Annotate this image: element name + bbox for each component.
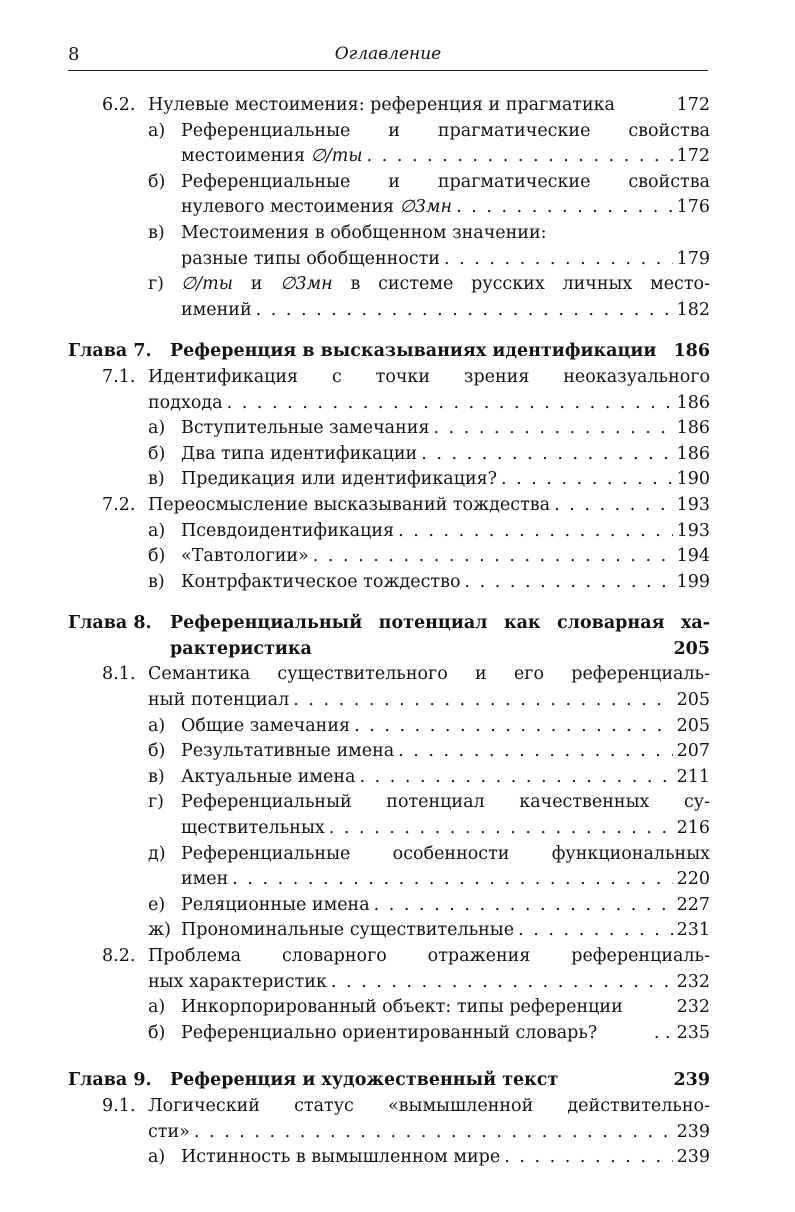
subsection-letter: г) [148,274,164,295]
section-number: 8.2. [102,946,136,966]
page-ref: 194 [676,546,710,567]
toc-entry-6-2-a [68,119,710,170]
running-title: Оглавление [334,44,442,64]
toc-entry-7-1 [68,365,710,416]
toc-chapter-7 [68,339,710,365]
toc-chapter-8 [68,611,710,662]
page-ref: 232 [676,971,710,992]
leader-dots [313,544,673,570]
leader-dots [354,714,673,740]
toc-entry-8-1-e [68,893,710,919]
section-number: 6.2. [102,95,136,115]
page-ref: 190 [676,469,710,490]
chapter-number: Глава 8. [68,613,152,634]
entry-title: Инкорпорированный объект: типы референции [181,997,623,1018]
leader-dots [256,298,673,324]
entry-title: Реляционные имена [181,894,370,915]
subsection-letter: е) [148,894,166,915]
entry-title: Референциальные особенности функциональных [181,843,710,864]
entry-title-cont: нулевого местоимения ∅3мн [181,197,453,218]
null-pronoun-symbol: ∅/ты [181,274,233,295]
toc-entry-7-2 [68,493,710,519]
toc-entry-8-1-zh [68,918,710,944]
page-ref: 205 [676,690,710,711]
entry-title: Результативные имена [181,741,395,762]
leader-dots [398,739,672,765]
entry-title-cont: ный потенциал [148,690,290,711]
page-ref: 207 [676,741,710,762]
section-number: 7.1. [102,366,136,387]
page-ref: 232 [676,997,710,1018]
page-ref: 239 [673,1070,710,1091]
entry-title-cont: ществительных [181,818,325,839]
subsection-letter: ж) [148,920,171,941]
page-ref: 199 [676,571,710,592]
toc-entry-8-1-d [68,842,710,893]
page-ref: 235 [676,1022,710,1043]
toc-entry-8-1-g [68,790,710,841]
leader-dots [360,765,673,791]
toc-chapter-9 [68,1068,710,1094]
subsection-letter: б) [148,171,166,192]
entry-title: Предикация или идентификация? [181,469,498,490]
subsection-letter: в) [148,766,165,787]
entry-title: Контрфактическое тождество [181,571,461,592]
entry-title: Вступительные замечания [181,418,430,439]
toc-entry-6-2 [68,93,710,119]
page-ref: 193 [676,520,710,541]
leader-dots [444,247,673,273]
leader-dots [331,970,673,996]
leader-dots [501,467,673,493]
entry-title: «Тавтологии» [181,546,309,567]
toc-entry-8-1-v [68,765,710,791]
leader-dots [232,867,672,893]
leader-dots [398,519,673,545]
toc-entry-8-2-b [68,1021,710,1047]
toc-entry-7-2-v [68,570,710,596]
subsection-letter: а) [148,418,166,439]
subsection-letter: а) [148,520,166,541]
subsection-letter: в) [148,571,165,592]
toc-entry-7-2-b [68,544,710,570]
page-ref: 205 [676,715,710,736]
leader-dots [433,416,672,442]
section-number: 7.2. [102,494,136,515]
page-number: 8 [68,44,80,65]
toc-entry-7-2-a [68,519,710,545]
chapter-number: Глава 9. [68,1070,152,1091]
page-ref: 186 [676,418,710,439]
toc-entry-9-1-a [68,1145,710,1171]
page-ref: 220 [676,869,710,890]
chapter-title-cont: рактеристика [170,638,312,659]
subsection-letter: а) [148,997,166,1018]
entry-title: Референциальный потенциал качественных су- [181,792,710,813]
entry-title: Референциальные и прагматические свойства [181,171,710,192]
subsection-letter: б) [148,443,166,464]
entry-title-cont: ных характеристик [148,971,327,992]
leader-dots [367,144,673,170]
subsection-letter: б) [148,1022,166,1043]
leader-dots [456,195,673,221]
entry-title-cont: имен [181,869,229,890]
entry-title: Прономинальные существительные [181,920,515,941]
entry-title: Референциальные и прагматические свойства [181,120,710,141]
entry-title-cont: сти» [148,1121,190,1142]
entry-title: Два типа идентификации [181,443,418,464]
toc-entry-8-1 [68,662,710,713]
null-pronoun-symbol: ∅3мн [280,274,333,295]
entry-title-cont: местоимения ∅/ты [181,146,363,167]
section-number: 9.1. [102,1095,136,1116]
toc-entry-7-1-v [68,467,710,493]
subsection-letter: в) [148,222,165,243]
leader-dots [374,893,673,919]
entry-title-cont: подхода [148,392,223,413]
toc-entry-7-1-b [68,442,710,468]
subsection-letter: б) [148,546,166,567]
running-header [68,40,708,71]
page-ref: 211 [676,766,710,787]
entry-title: Актуальные имена [181,766,356,787]
leader-dots [194,1120,673,1146]
toc-entry-6-2-g [68,272,710,323]
entry-title: Переосмысление высказываний тождества [148,494,551,515]
page-ref: 186 [673,341,710,362]
subsection-letter: д) [148,843,166,864]
leader-dots [421,442,672,468]
subsection-letter: в) [148,469,165,490]
toc-entry-8-2-a [68,995,710,1021]
subsection-letter: а) [148,1147,166,1168]
null-pronoun-symbol: ∅/ты [310,146,363,167]
page-ref: 205 [673,638,710,659]
toc-entry-9-1 [68,1094,710,1145]
entry-title-cont: разные типы обобщенности [181,248,440,269]
entry-title: Референциально ориентированный словарь? [181,1022,598,1043]
chapter-number: Глава 7. [68,341,152,362]
toc-entry-7-1-a [68,416,710,442]
page-ref: 172 [676,95,710,115]
toc-entry-8-1-b [68,739,710,765]
null-pronoun-symbol: ∅3мн [399,197,453,218]
entry-title: ∅/ты и ∅3мн в системе русских личных место- [181,274,710,295]
page-ref: 193 [676,494,710,515]
leader-dots [329,816,673,842]
leader-dots [293,688,672,714]
entry-title: Нулевые местоимения: референция и прагматика [148,95,615,115]
page-ref: 239 [676,1121,710,1142]
chapter-title: Референциальный потенциал как словарная ха- [170,613,710,634]
subsection-letter: а) [148,120,166,141]
entry-title: Логический статус «вымышленной действительно- [148,1095,710,1116]
subsection-letter: а) [148,715,166,736]
page-ref: 172 [676,146,710,167]
page-ref: 231 [676,920,710,941]
leader-dots: . . [653,1022,671,1043]
page-ref: 186 [676,443,710,464]
leader-dots [464,570,672,596]
leader-dots [227,391,673,417]
section-number: 8.1. [102,664,136,685]
page-ref: 179 [676,248,710,269]
entry-title: Семантика существительного и его референциаль- [148,664,710,685]
table-of-contents [68,93,710,1171]
page-ref: 186 [676,392,710,413]
subsection-letter: г) [148,792,164,813]
entry-title: Общие замечания [181,715,351,736]
chapter-title: Референция в высказываниях идентификации [170,341,657,362]
toc-entry-8-1-a [68,714,710,740]
toc-entry-6-2-b [68,170,710,221]
page-ref: 176 [676,197,710,218]
toc-entry-6-2-v [68,221,710,272]
entry-title-cont: имений [181,299,252,320]
entry-title: Идентификация с точки зрения неоказуального [148,366,710,387]
toc-entry-8-2 [68,944,710,995]
page-ref: 182 [676,299,710,320]
entry-title: Псевдоидентификация [181,520,395,541]
page-ref: 239 [676,1147,710,1168]
subsection-letter: б) [148,741,166,762]
page-ref: 227 [676,894,710,915]
leader-dots [504,1145,672,1171]
page-ref: 216 [676,818,710,839]
chapter-title: Референция и художественный текст [170,1070,559,1091]
entry-title: Местоимения в обобщенном значении: [181,222,547,243]
leader-dots [554,493,673,519]
leader-dots [518,918,673,944]
entry-title: Проблема словарного отражения референциаль- [148,946,710,966]
entry-title: Истинность в вымышленном мире [181,1147,501,1168]
